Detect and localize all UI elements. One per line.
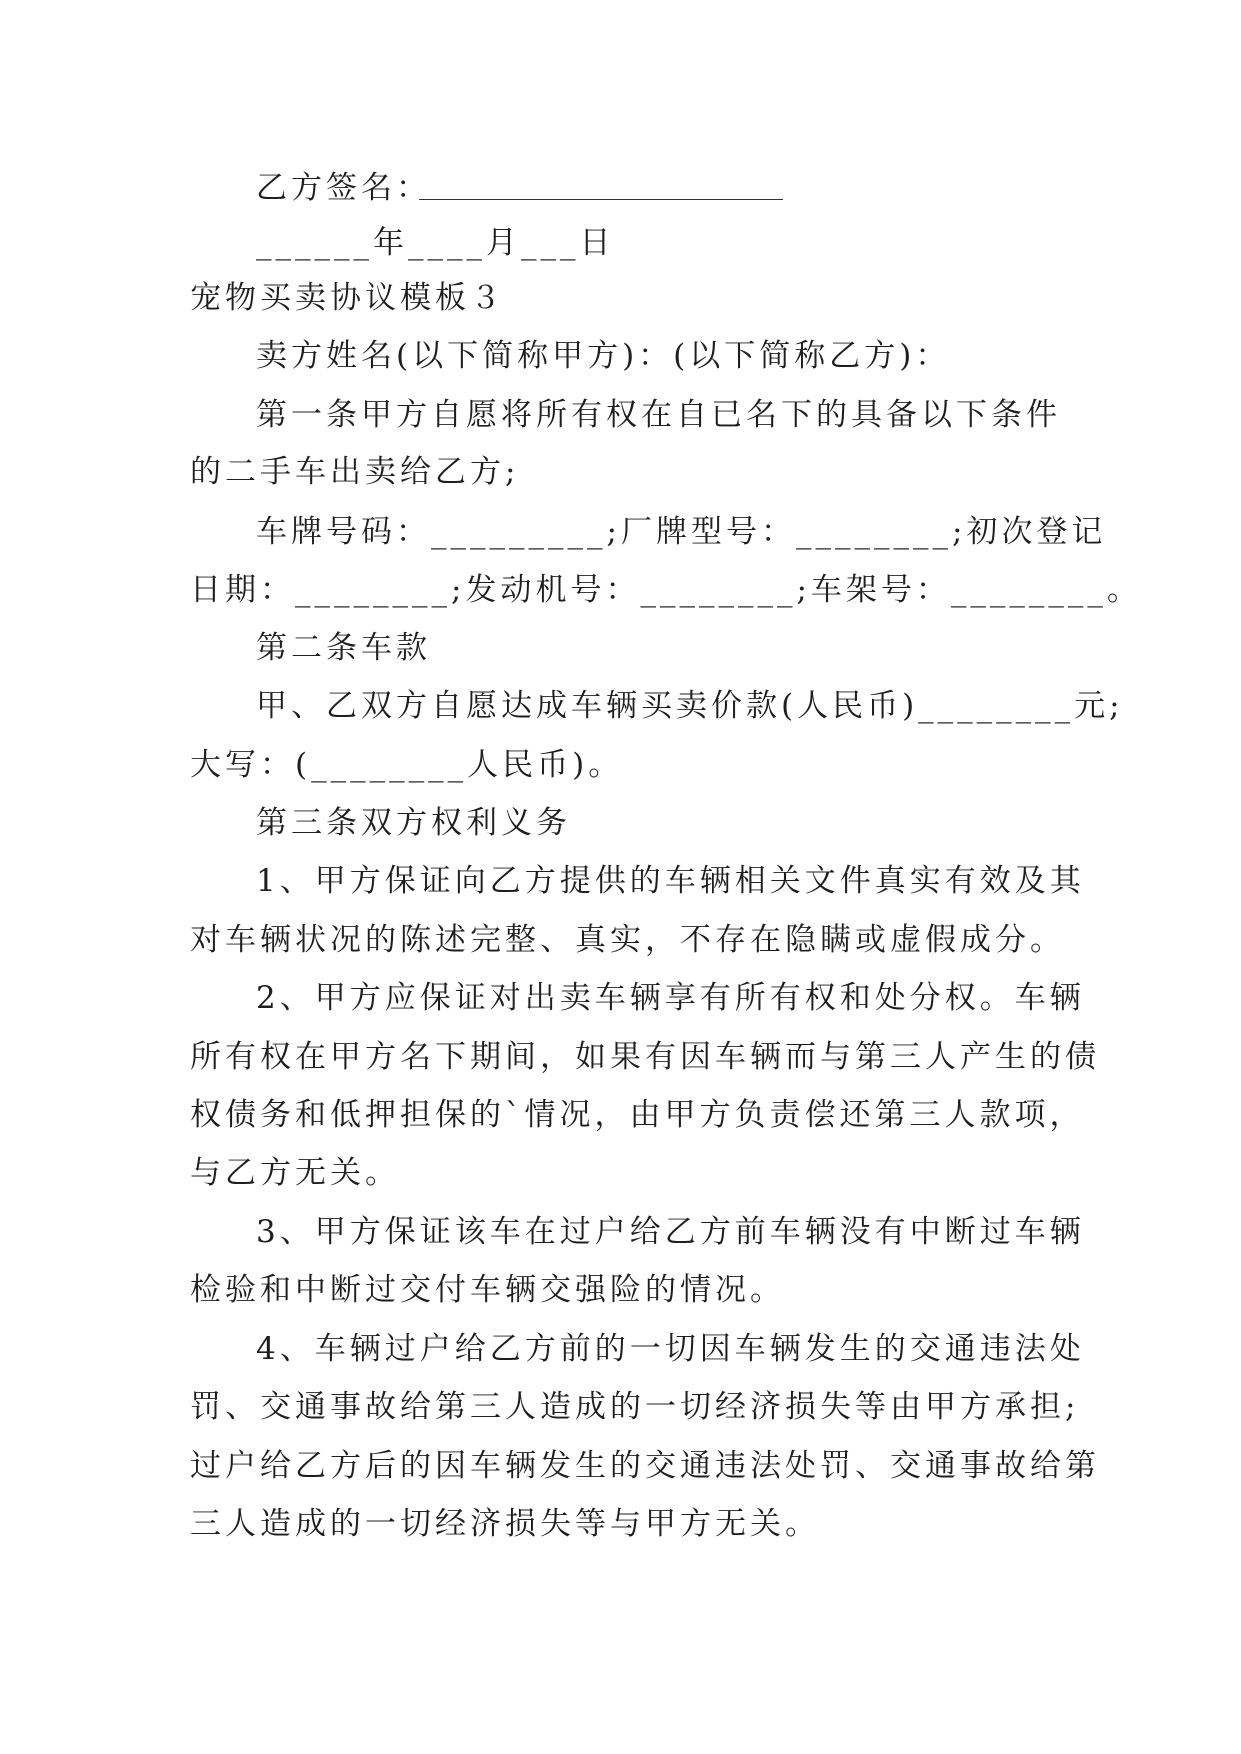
signature-underline [419, 199, 783, 200]
document-title: 宠物买卖协议模板３ [190, 280, 505, 316]
clause4-line3: 过户给乙方后的因车辆发生的交通违法处罚、交通事故给第 [190, 1448, 1100, 1484]
vehicle-fields-line1: 车牌号码：_________;厂牌型号：________;初次登记 [256, 514, 1107, 550]
party-b-signature-label: 乙方签名： [256, 170, 431, 206]
article1-line1: 第一条甲方自愿将所有权在自已名下的具备以下条件 [256, 397, 1061, 433]
vehicle-fields-line2: 日期：________;发动机号：________;车架号：________。 [190, 572, 1142, 608]
clause2-line4: 与乙方无关。 [190, 1155, 400, 1191]
clause2-line1: 2、甲方应保证对出卖车辆享有所有权和处分权。车辆 [256, 980, 1085, 1016]
clause4-line2: 罚、交通事故给第三人造成的一切经济损失等由甲方承担; [190, 1389, 1080, 1425]
article3-heading: 第三条双方权利义务 [256, 805, 571, 841]
clause4-line4: 三人造成的一切经济损失等与甲方无关。 [190, 1506, 820, 1542]
price-line1: 甲、乙双方自愿达成车辆买卖价款(人民币)________元; [256, 688, 1124, 724]
seller-name-line: 卖方姓名(以下简称甲方)：(以下简称乙方)： [256, 338, 951, 374]
clause3-line2: 检验和中断过交付车辆交强险的情况。 [190, 1272, 785, 1308]
signature-date-line: ______年____月___日 [256, 225, 615, 261]
clause2-line2: 所有权在甲方名下期间，如果有因车辆而与第三人产生的债 [190, 1039, 1100, 1075]
article1-line2: 的二手车出卖给乙方; [190, 454, 520, 490]
clause3-line1: 3、甲方保证该车在过户给乙方前车辆没有中断过车辆 [256, 1214, 1085, 1250]
clause4-line1: 4、车辆过户给乙方前的一切因车辆发生的交通违法处 [256, 1331, 1085, 1367]
article2-heading: 第二条车款 [256, 630, 431, 666]
clause2-line3: 权债务和低押担保的`情况，由甲方负责偿还第三人款项， [190, 1097, 1085, 1133]
price-line2: 大写：(________人民币)。 [190, 747, 624, 783]
clause1-line1: 1、甲方保证向乙方提供的车辆相关文件真实有效及其 [256, 863, 1085, 899]
clause1-line2: 对车辆状况的陈述完整、真实，不存在隐瞒或虚假成分。 [190, 922, 1065, 958]
